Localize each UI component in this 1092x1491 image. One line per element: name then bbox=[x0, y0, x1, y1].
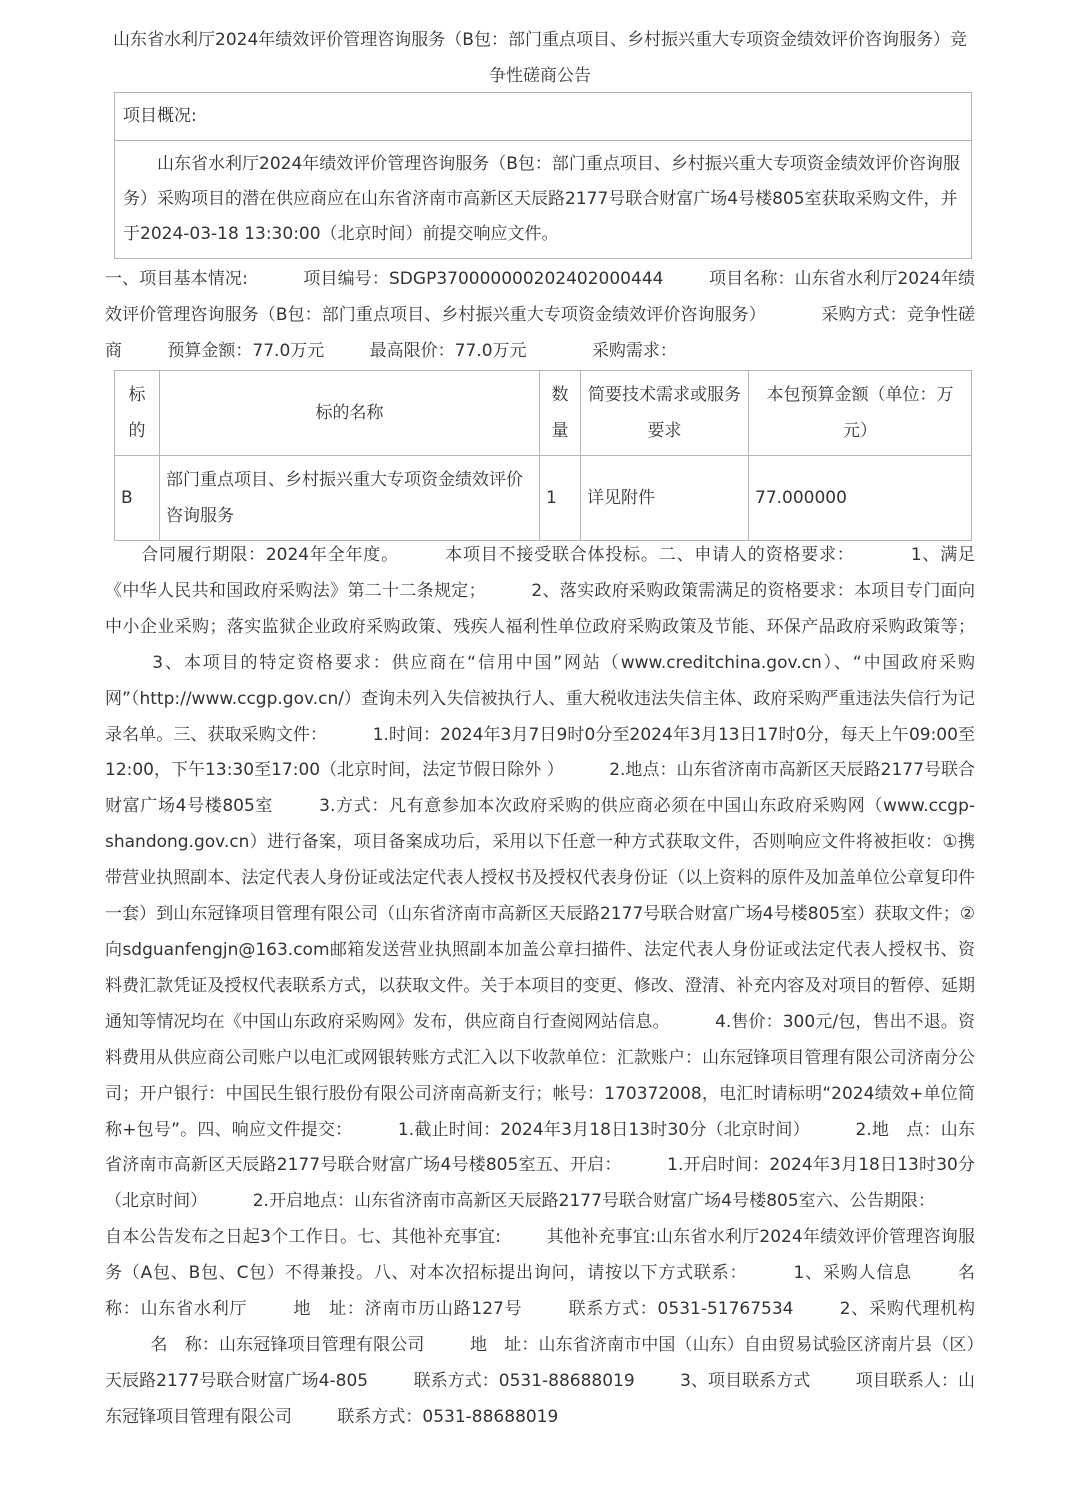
page-title: 山东省水利厅2024年绩效评价管理咨询服务（B包：部门重点项目、乡村振兴重大专项资金绩效评价咨询服务）竞争性磋商公告 bbox=[113, 30, 967, 86]
table-cell: 1 bbox=[540, 456, 581, 541]
body-text: 1.时间：2024年3月7日9时0分至2024年3月13日17时0分，每天上午09:00至12:00，下午13:30至17:00（北京时间，法定节假日除外 ） bbox=[105, 724, 976, 781]
body-text: 自本公告发布之日起3个工作日。七、其他补充事宜: bbox=[105, 1227, 501, 1248]
body-text: 2.地点：山东省济南市高新区天辰路2177号联合财富广场4号楼805室 bbox=[105, 760, 975, 817]
overview-body: 山东省水利厅2024年绩效评价管理咨询服务（B包：部门重点项目、乡村振兴重大专项资金绩效评价咨询服务）采购项目的潜在供应商应在山东省济南市高新区天辰路2177号联合财富广场4号楼805室获取采购文件，并于2024-03-18 13:30:00（北京时间）前提交响应文件。 bbox=[123, 154, 960, 244]
body-text: 3、项目联系方式 bbox=[680, 1370, 811, 1391]
budget-amount: 预算金额：77.0万元 bbox=[167, 340, 325, 361]
body-text: 本项目不接受联合体投标。二、申请人的资格要求： bbox=[445, 545, 855, 565]
body-text: 地 址：山东省济南市中国（山东）自由贸易试验区济南片县（区）天辰路2177号联合财富广场4-805 bbox=[105, 1334, 976, 1391]
body-text: 其他补充事宜:山东省水利厅2024年绩效评价管理咨询服务（A包、B包、C包）不得兼投。八、对本次招标提出询问，请按以下方式联系： bbox=[105, 1227, 975, 1284]
max-price: 最高限价：77.0万元 bbox=[369, 340, 527, 361]
overview-heading: 项目概况: bbox=[115, 93, 971, 141]
project-code: 项目编号：SDGP370000000202402000444 bbox=[303, 269, 664, 289]
body-text: 1、采购人信息 bbox=[793, 1263, 912, 1284]
body-text: 1、满足《中华人民共和国政府采购法》第二十二条规定； bbox=[105, 545, 976, 601]
basic-section-title: 一、项目基本情况: bbox=[105, 269, 248, 289]
table-header: 本包预算金额（单位：万元） bbox=[749, 371, 972, 456]
body-text: 3、本项目的特定资格要求：供应商在“信用中国”网站（www.creditchina.gov.cn）、“中国政府采购网”（http://www.ccgp.gov.cn/）查询未列入失信被执行人、重大税收违法失信主体、政府采购严重违法失信行为记录名单。三、获取采购文件： bbox=[105, 652, 975, 745]
table-cell: 部门重点项目、乡村振兴重大专项资金绩效评价咨询服务 bbox=[160, 456, 540, 541]
body-text: 2、采购代理机构 bbox=[839, 1299, 976, 1320]
project-name: 项目名称：山东省水利厅2024年绩效评价管理咨询服务（B包：部门重点项目、乡村振兴重大专项资金绩效评价咨询服务） bbox=[105, 269, 975, 325]
body-text: 联系方式：0531-88688019 bbox=[337, 1406, 559, 1427]
body-text: 2.地 点：山东省济南市高新区天辰路2177号联合财富广场4号楼805室五、开启： bbox=[105, 1119, 975, 1176]
body-text: 4.售价：300元/包，售出不退。资料费用从供应商公司账户以电汇或网银转账方式汇入以下收款单位：汇款账户：山东冠锋项目管理有限公司济南分公司；开户银行：中国民生银行股份有限公司济南高新支行；帐号：170372008，电汇时请标明“2024绩效+单位简称+包号”。四、响应文件提交： bbox=[105, 1011, 976, 1140]
body-text: 地 址：济南市历山路127号 bbox=[293, 1299, 523, 1320]
body-text: 1.截止时间：2024年3月18日13时30分（北京时间） bbox=[397, 1119, 810, 1140]
requirements-table bbox=[114, 370, 972, 541]
basic-info bbox=[105, 262, 975, 370]
overview-box bbox=[114, 92, 972, 259]
table-header: 标的 bbox=[115, 371, 160, 456]
procurement-demand: 采购需求： bbox=[591, 340, 677, 361]
announcement-body bbox=[105, 538, 993, 1436]
table-cell: B bbox=[115, 456, 160, 541]
body-text: 合同履行期限：2024年全年度。 bbox=[141, 545, 399, 565]
body-text: 联系方式：0531-88688019 bbox=[413, 1370, 635, 1391]
body-text: 3.方式：凡有意参加本次政府采购的供应商必须在中国山东政府采购网（www.ccgp-shandong.gov.cn）进行备案，项目备案成功后，采用以下任意一种方式获取文件，否则响应文件将被拒收：①携带营业执照副本、法定代表人身份证或法定代表人授权书及授权代表身份证（以上资料的原件及加盖单位公章复印件一套）到山东冠锋项目管理有限公司（山东省济南市高新区天辰路2177号联合财富广场4号楼805室）获取文件；②向sdguanfengjn@163.com邮箱发送营业执照副本加盖公章扫描件、法定代表人身份证或法定代表人授权书、资料费汇款凭证及授权代表联系方式，以获取文件。关于本项目的变更、修改、澄清、补充内容及对项目的暂停、延期通知等情况均在《中国山东政府采购网》发布，供应商自行查阅网站信息。 bbox=[105, 796, 976, 1032]
table-header-row bbox=[115, 371, 972, 456]
body-text: 名 称：山东省水利厅 bbox=[105, 1263, 993, 1320]
body-text: 2.开启地点：山东省济南市高新区天辰路2177号联合财富广场4号楼805室六、公告期限： bbox=[252, 1191, 936, 1212]
table-cell: 详见附件 bbox=[581, 456, 749, 541]
table-header: 数量 bbox=[540, 371, 581, 456]
table-row bbox=[115, 456, 972, 541]
table-cell: 77.000000 bbox=[749, 456, 972, 541]
body-text: 联系方式：0531-51767534 bbox=[568, 1299, 794, 1320]
body-text: 2、落实政府采购政策需满足的资格要求：本项目专门面向中小企业采购；落实监狱企业政府采购政策、残疾人福利性单位政府采购政策及节能、环保产品政府采购政策等； bbox=[105, 580, 975, 637]
procurement-method: 采购方式：竞争性磋商 bbox=[105, 304, 976, 361]
table-header: 标的名称 bbox=[160, 371, 540, 456]
table-header: 简要技术需求或服务要求 bbox=[581, 371, 749, 456]
body-text: 名 称：山东冠锋项目管理有限公司 bbox=[150, 1334, 425, 1355]
body-text: 1.开启时间：2024年3月18日13时30分（北京时间） bbox=[105, 1155, 975, 1212]
body-text: 项目联系人：山东冠锋项目管理有限公司 bbox=[105, 1370, 976, 1427]
